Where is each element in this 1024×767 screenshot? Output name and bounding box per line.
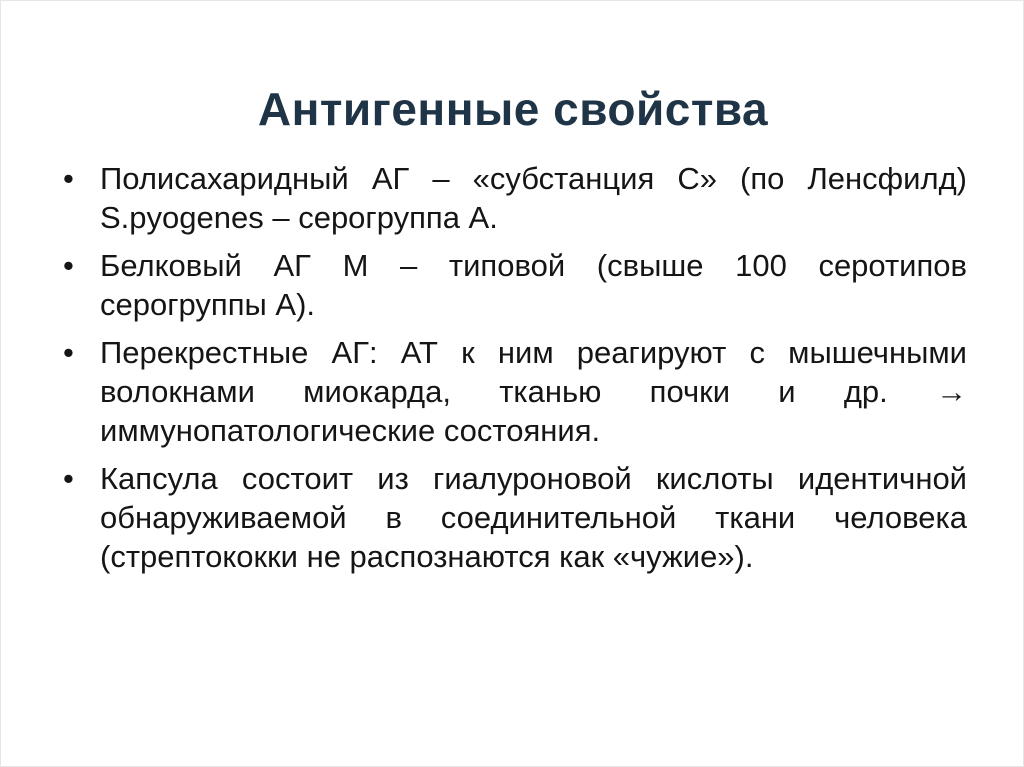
bullet-item-cross-reactive xyxy=(63,333,967,450)
bullet-icon: • xyxy=(63,161,74,196)
bullet-text: Полисахаридный АГ – «субстанция С» (по Ленсфилд) S.pyogenes – серогруппа А. xyxy=(100,161,967,235)
bullet-icon: • xyxy=(63,461,74,496)
bullet-icon: • xyxy=(63,248,74,283)
bullet-item-protein xyxy=(63,246,967,324)
bullet-item-polysaccharide xyxy=(63,159,967,237)
bullet-text: Капсула состоит из гиалуроновой кислоты идентичной обнаруживаемой в соединительной ткани человека (стрептококки не распознаются как «чужие»). xyxy=(100,461,967,574)
bullet-item-capsule xyxy=(63,459,967,576)
slide-title: Антигенные свойства xyxy=(257,83,769,135)
bullet-list xyxy=(63,159,967,585)
bullet-text: Белковый АГ М – типовой (свыше 100 серотипов серогруппы А). xyxy=(100,248,967,322)
bullet-icon: • xyxy=(63,335,74,370)
bullet-text: Перекрестные АГ: АТ к ним реагируют с мышечными волокнами миокарда, тканью почки и др. → иммунопатологические состояния. xyxy=(100,335,967,448)
